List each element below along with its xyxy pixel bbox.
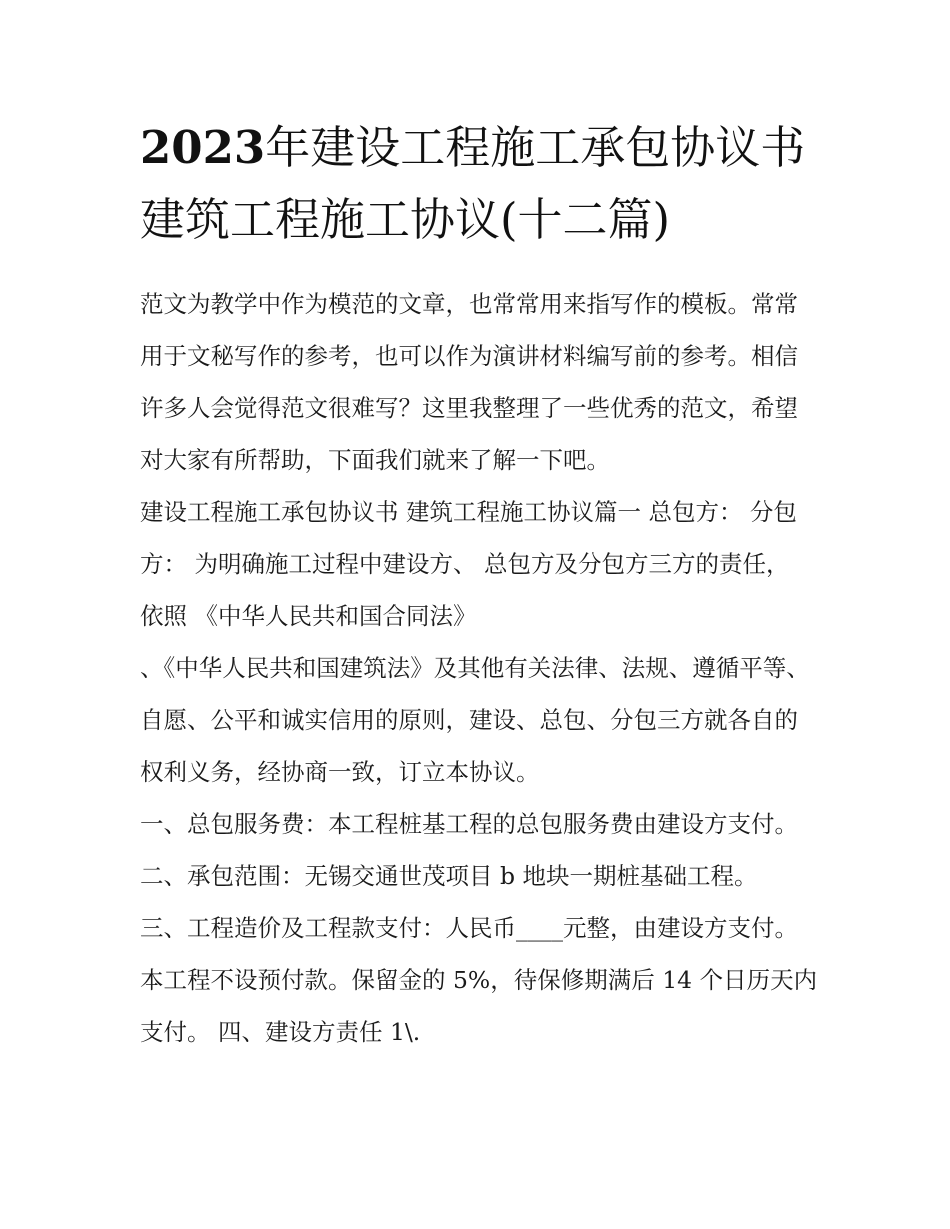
- paragraph-intro: 范文为教学中作为模范的文章，也常常用来指写作的模板。常常用于文秘写作的参考，也可以作为演讲材料编写前的参考。相信许多人会觉得范文很难写？这里我整理了一些优秀的范文，希望对大家有所帮助，下面我们就来了解一下吧。: [140, 290, 798, 474]
- paragraph-principles: 、《中华人民共和国建筑法》及其他有关法律、法规、遵循平等、自愿、公平和诚实信用的原则，建设、总包、分包三方就各自的权利义务，经协商一致，订立本协议。: [140, 654, 810, 786]
- paragraph-scope: 一、总包服务费：本工程桩基工程的总包服务费由建设方支付。 二、承包范围：无锡交通世茂项目 b 地块一期桩基础工程。: [140, 810, 798, 890]
- paragraph-payment: 三、工程造价及工程款支付：人民币____元整，由建设方支付。本工程不设预付款。保留金的 5%，待保修期满后 14 个日历天内支付。 四、建设方责任 1\.: [140, 914, 818, 1046]
- title-year: 2023: [140, 121, 266, 174]
- title-text: 年建设工程施工承包协议书 建筑工程施工协议(十二篇): [140, 121, 806, 246]
- paragraph-parties: 建设工程施工承包协议书 建筑工程施工协议篇一 总包方： 分包方： 为明确施工过程中建设方、 总包方及分包方三方的责任， 依照 《中华人民共和国合同法》: [140, 498, 797, 630]
- document-body: [140, 278, 820, 1058]
- document-title: [140, 112, 820, 256]
